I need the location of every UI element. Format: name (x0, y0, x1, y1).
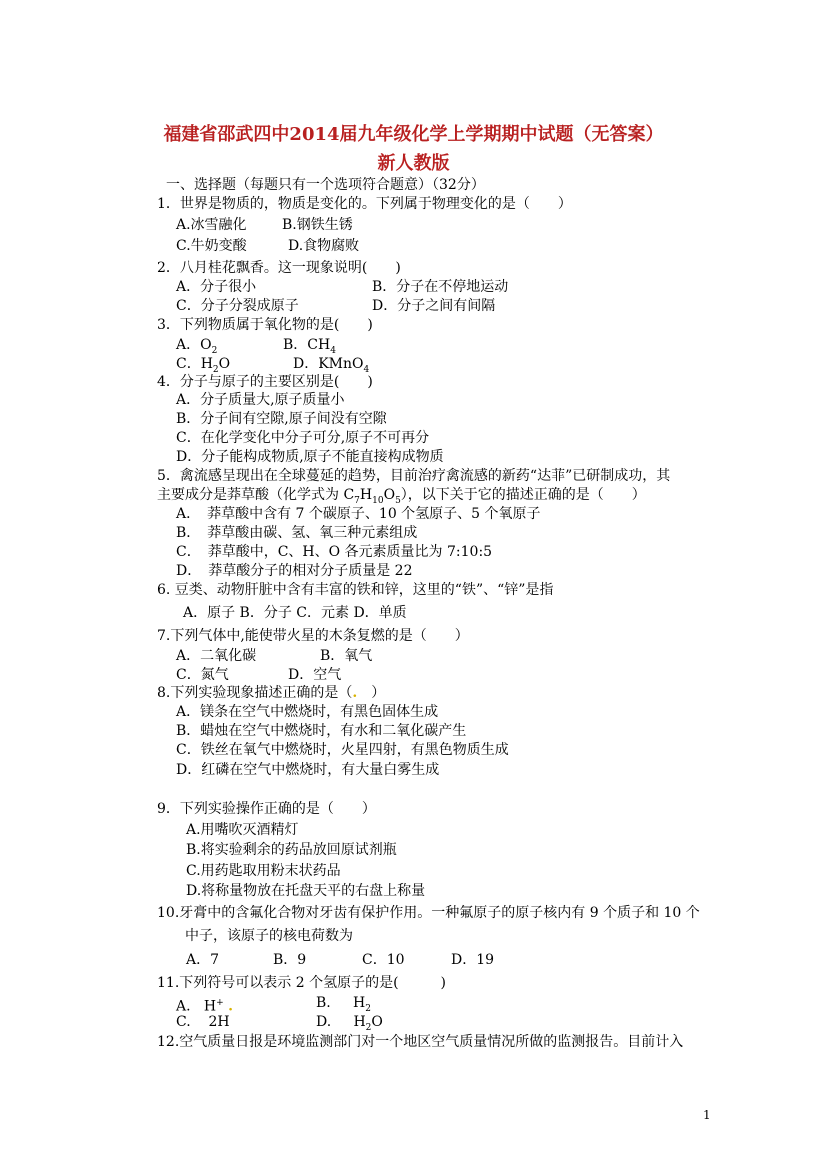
document-subtitle: 新人教版 (377, 153, 450, 174)
question-7-option-b: B．氧气 (320, 648, 373, 664)
question-4-option-b: B．分子间有空隙,原子间没有空隙 (176, 411, 387, 427)
question-4-option-a: A．分子质量大,原子质量小 (176, 392, 345, 408)
question-4-option-c: C．在化学变化中分子可分,原子不可再分 (176, 430, 430, 446)
question-10-option-a: A．7 (186, 952, 220, 968)
question-3-option-c: C．$H_2O$ (176, 356, 231, 375)
question-4-option-d: D．分子能构成物质,原子不能直接构成物质 (176, 449, 444, 465)
question-9-option-d: D.将称量物放在托盘天平的右盘上称量 (186, 883, 426, 899)
question-9-option-c: C.用药匙取用粉末状药品 (186, 863, 341, 879)
question-3-stem: 3．下列物质属于氧化物的是( ) (157, 317, 373, 333)
question-5-option-a: A． 莽草酸中含有 7 个碳原子、10 个氢原子、5 个氧原子 (176, 506, 541, 522)
question-7-option-a: A．二氧化碳 (176, 648, 257, 664)
question-6-options: A．原子 B．分子 C．元素 D．单质 (183, 605, 407, 621)
question-5-stem-line1: 5．禽流感呈现出在全球蔓延的趋势，目前治疗禽流感的新药“达菲”已研制成功，其 (157, 468, 671, 484)
question-6-stem: 6. 豆类、动物肝脏中含有丰富的铁和锌，这里的“铁”、“锌”是指 (157, 582, 554, 598)
question-8-option-a: A．镁条在空气中燃烧时，有黑色固体生成 (176, 704, 439, 720)
question-1-stem: 1．世界是物质的，物质是变化的。下列属于物理变化的是（ ） (157, 196, 572, 212)
question-8-option-c: C．铁丝在氧气中燃烧时，火星四射，有黑色物质生成 (176, 742, 509, 758)
section-heading: 一、选择题（每题只有一个选项符合题意）（32分） (166, 177, 485, 193)
question-2-option-d: D．分子之间有间隔 (372, 298, 496, 314)
question-1-option-a: A.冰雪融化 (176, 217, 247, 233)
question-10-stem-line2: 中子，该原子的核电荷数为 (185, 928, 353, 944)
question-7-stem: 7.下列气体中,能使带火星的木条复燃的是（ ） (157, 628, 469, 644)
question-9-option-b: B.将实验剩余的药品放回原试剂瓶 (186, 842, 397, 858)
question-2-option-a: A．分子很小 (176, 279, 257, 295)
question-11-option-a: A. H+ . (176, 998, 234, 1015)
page-number: 1 (703, 1108, 711, 1122)
question-3-option-d: D．KMnO$_4$ (293, 356, 370, 375)
question-1-option-d: D.食物腐败 (288, 238, 360, 254)
question-1-option-c: C.牛奶变酸 (176, 238, 247, 254)
question-11-option-c: C. 2H (176, 1014, 230, 1030)
question-5-option-c: C． 莽草酸中，C、H、O 各元素质量比为 7:10:5 (176, 544, 493, 560)
question-3-option-a: A．$O_2$ (176, 337, 218, 356)
question-10-stem-line1: 10.牙膏中的含氟化合物对牙齿有保护作用。一种氟原子的原子核内有 9 个质子和 10 个 (157, 905, 700, 921)
question-2-option-c: C．分子分裂成原子 (176, 298, 299, 314)
question-4-stem: 4．分子与原子的主要区别是( ) (157, 374, 373, 390)
question-7-option-c: C．氮气 (176, 667, 229, 683)
question-10-option-c: C．10 (362, 952, 405, 968)
document-title: 福建省邵武四中2014届九年级化学上学期期中试题（无答案） (163, 124, 664, 145)
question-3-option-b: B．$CH_4$ (283, 337, 336, 356)
question-10-option-b: B．9 (273, 952, 307, 968)
question-7-option-d: D．空气 (288, 667, 342, 683)
question-2-option-b: B．分子在不停地运动 (372, 279, 509, 295)
question-8-stem: 8.下列实验现象描述正确的是（. ） (157, 685, 386, 701)
question-5-option-d: D． 莽草酸分子的相对分子质量是 22 (176, 563, 413, 579)
question-12-stem: 12.空气质量日报是环境监测部门对一个地区空气质量情况所做的监测报告。目前计入 (157, 1034, 684, 1050)
question-5-option-b: B． 莽草酸由碳、氢、氧三种元素组成 (176, 525, 418, 541)
question-11-option-b: B. $H_2$ (316, 995, 371, 1014)
question-11-option-d: D. $H_2O$ (316, 1014, 383, 1033)
question-9-option-a: A.用嘴吹灭酒精灯 (186, 822, 299, 838)
question-11-stem: 11.下列符号可以表示 2 个氢原子的是( ) (157, 975, 446, 991)
question-9-stem: 9．下列实验操作正确的是（ ） (157, 801, 376, 817)
question-5-stem-line2: 主要成分是莽草酸（化学式为 $C_7H_{10}O_5$），以下关于它的描述正确的是（ ） (157, 487, 646, 506)
question-8-option-b: B．蜡烛在空气中燃烧时，有水和二氧化碳产生 (176, 723, 467, 739)
question-8-option-d: D．红磷在空气中燃烧时，有大量白雾生成 (176, 762, 440, 778)
question-1-option-b: B.钢铁生锈 (282, 217, 353, 233)
question-10-option-d: D．19 (451, 952, 495, 968)
question-2-stem: 2．八月桂花飘香。这一现象说明( ) (157, 260, 401, 276)
